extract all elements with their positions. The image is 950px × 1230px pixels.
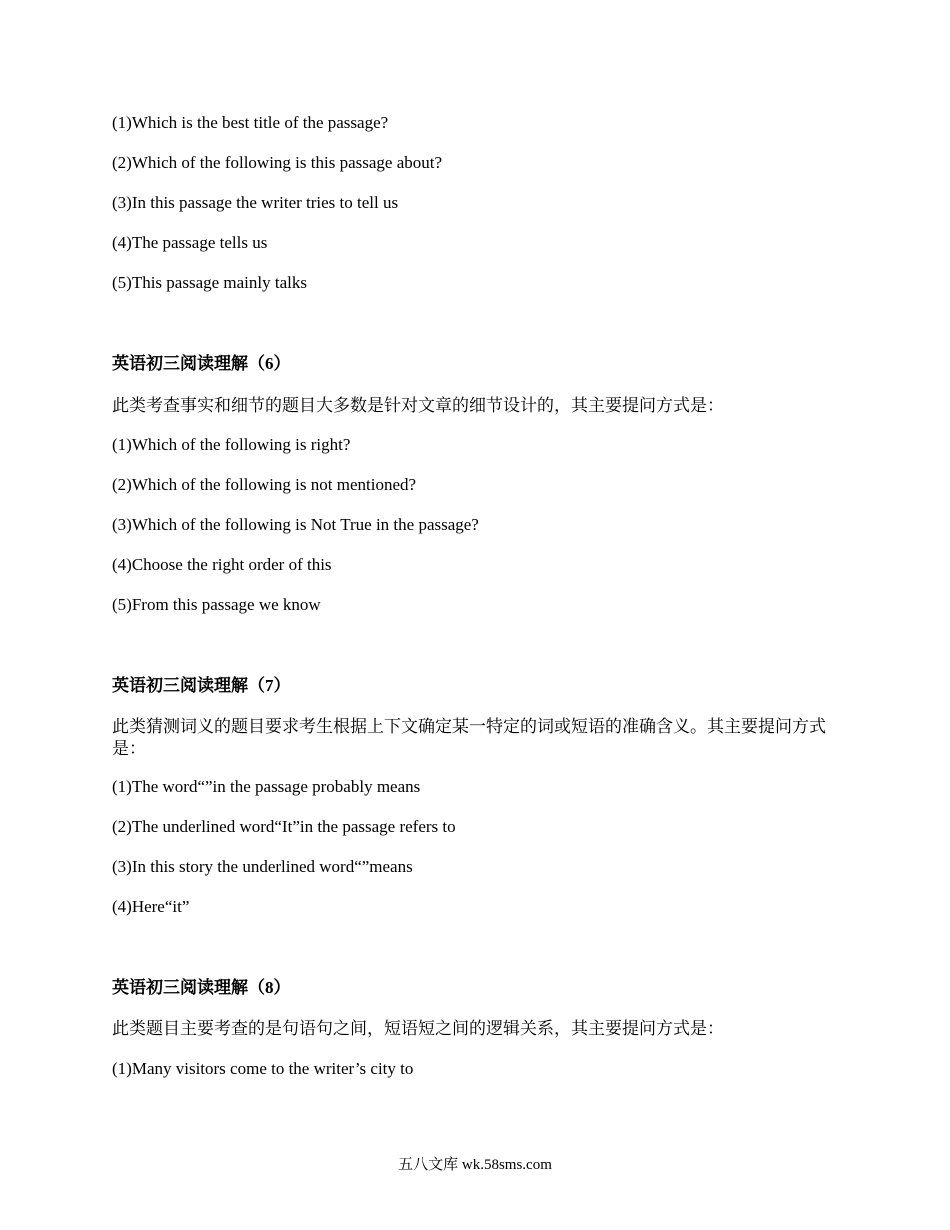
section-intro: 此类猜测词义的题目要求考生根据上下文确定某一特定的词或短语的准确含义。其主要提问方式是： bbox=[112, 717, 826, 758]
question-item: (4)The passage tells us bbox=[112, 233, 268, 252]
question-item: (1)Many visitors come to the writer’s city to bbox=[112, 1059, 414, 1078]
question-item: (5)From this passage we know bbox=[112, 595, 321, 614]
question-item: (2)Which of the following is not mentioned? bbox=[112, 475, 417, 494]
page-footer: 五八文库 wk.58sms.com bbox=[398, 1157, 552, 1173]
section-heading: 英语初三阅读理解（6） bbox=[112, 354, 291, 373]
question-item: (5)This passage mainly talks bbox=[112, 273, 307, 292]
question-item: (2)Which of the following is this passage about? bbox=[112, 153, 443, 172]
section-heading: 英语初三阅读理解（7） bbox=[112, 676, 291, 695]
question-item: (1)Which is the best title of the passage? bbox=[112, 113, 389, 132]
question-item: (3)In this story the underlined word“”means bbox=[112, 857, 413, 876]
section-intro: 此类题目主要考查的是句语句之间，短语短之间的逻辑关系，其主要提问方式是： bbox=[112, 1019, 724, 1038]
question-item: (3)Which of the following is Not True in the passage? bbox=[112, 515, 479, 534]
question-item: (3)In this passage the writer tries to tell us bbox=[112, 193, 399, 212]
section-heading: 英语初三阅读理解（8） bbox=[112, 978, 291, 997]
question-item: (4)Choose the right order of this bbox=[112, 555, 332, 574]
question-item: (1)Which of the following is right? bbox=[112, 435, 351, 454]
section-intro: 此类考查事实和细节的题目大多数是针对文章的细节设计的，其主要提问方式是： bbox=[112, 396, 724, 415]
question-item: (2)The underlined word“It”in the passage refers to bbox=[112, 817, 456, 836]
question-item: (4)Here“it” bbox=[112, 897, 190, 916]
question-item: (1)The word“”in the passage probably means bbox=[112, 777, 421, 796]
